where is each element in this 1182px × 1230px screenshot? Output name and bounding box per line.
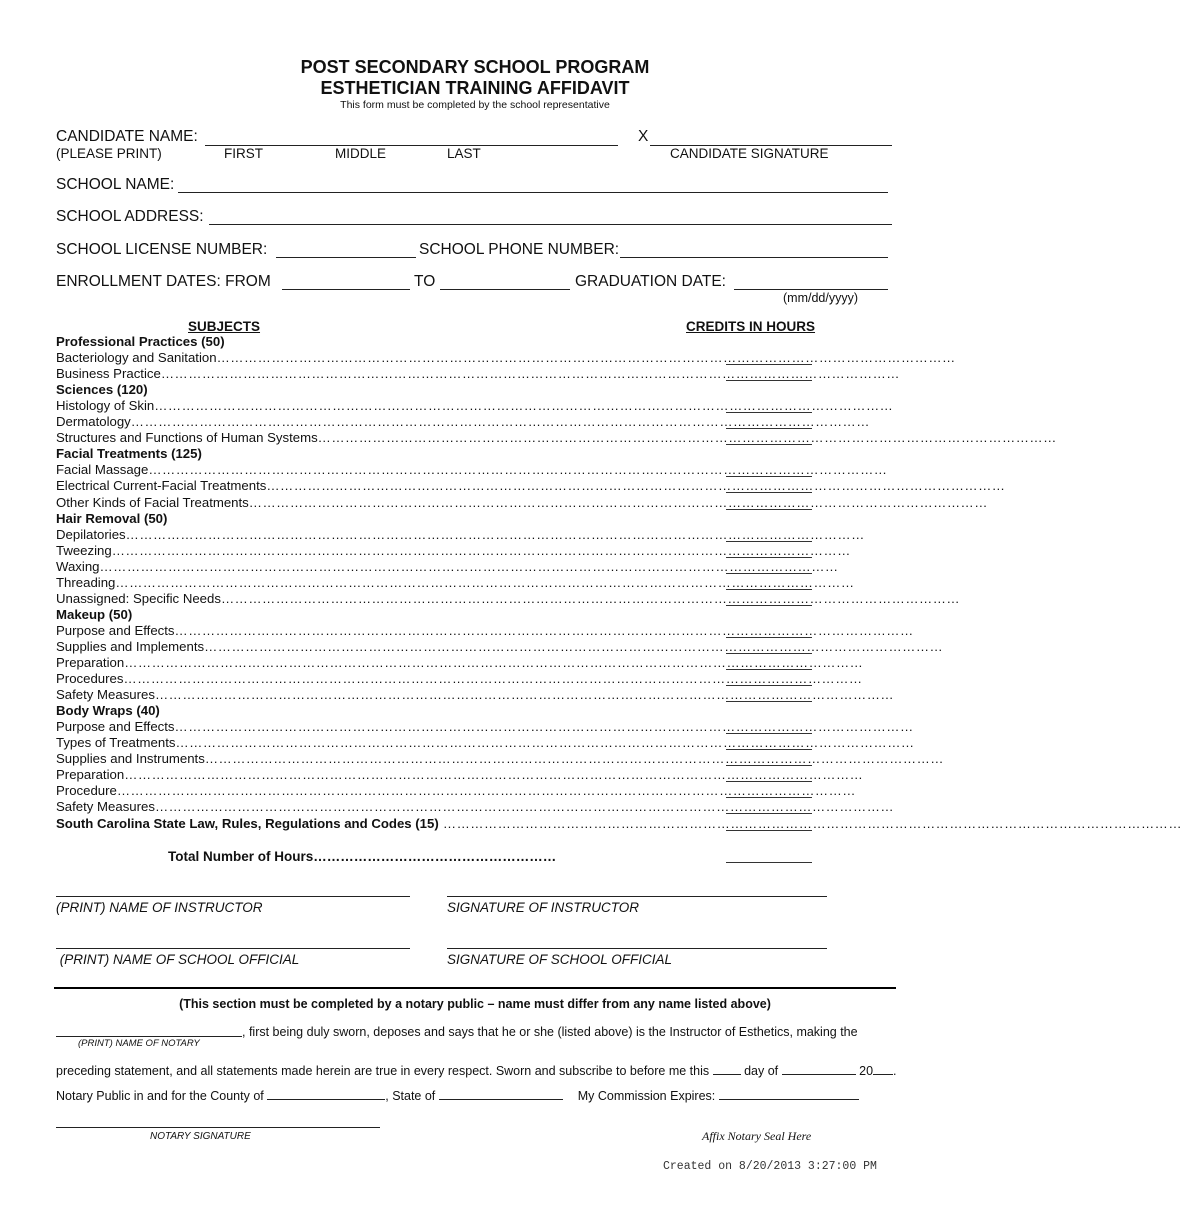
created-timestamp: Created on 8/20/2013 3:27:00 PM [663,1160,877,1173]
subject-label: Preparation [56,767,125,783]
subject-label: Facial Massage [56,462,149,478]
subject-row: Types of Treatments……………………………………………………………………………………………………………………………………………… [56,735,915,751]
subject-row: Tweezing……………………………………………………………………………………………………………………………………………… [56,542,851,558]
subject-heading [56,607,561,623]
graduation-date-label: GRADUATION DATE: [575,273,726,290]
official-signature-field[interactable] [447,948,827,949]
please-print-caption: (PLEASE PRINT) [56,146,162,161]
subject-label: Supplies and Instruments [56,751,205,767]
form-note: This form must be completed by the school representative [340,99,610,111]
commission-expires-label: My Commission Expires: [577,1089,716,1103]
notary-signature-caption: NOTARY SIGNATURE [150,1131,251,1142]
school-phone-field[interactable] [620,257,888,258]
subject-label: Tweezing [56,542,112,558]
subject-label: Dermatology [56,414,131,430]
day-of-label: day of [744,1064,779,1078]
subject-row: Facial Massage……………………………………………………………………………………………………………………………………………… [56,462,888,478]
credits-header: CREDITS IN HOURS [686,319,816,334]
subject-row: Other Kinds of Facial Treatments……………………………………………………………………………………………………………………………………………… [56,494,988,510]
first-caption: FIRST [224,146,263,161]
subject-label: Safety Measures [56,799,155,815]
subject-label: Purpose and Effects [56,719,175,735]
subject-label: Other Kinds of Facial Treatments [56,494,249,510]
subject-label: Electrical Current-Facial Treatments [56,478,267,494]
commission-expires-field[interactable] [719,1086,859,1100]
state-field[interactable] [439,1086,563,1100]
subject-row: Safety Measures……………………………………………………………………………………………………………………………………………… [56,799,895,815]
notary-county-line [56,1086,859,1103]
month-field[interactable] [782,1061,856,1075]
school-address-field[interactable] [209,224,892,225]
subject-row: Business Practice……………………………………………………………………………………………………………………………………………… [56,366,900,382]
subject-label: Threading [56,574,116,590]
notary-seal-caption: Affix Notary Seal Here [702,1129,812,1143]
enrollment-from-field[interactable] [282,289,410,290]
subject-label: Safety Measures [56,687,155,703]
subject-row: Preparation……………………………………………………………………………………………………………………………………………… [56,655,864,670]
subject-label: Supplies and Implements [56,638,205,654]
total-hours-label: Total Number of Hours [168,849,314,864]
candidate-signature-caption: CANDIDATE SIGNATURE [670,146,829,161]
form-subtitle: ESTHETICIAN TRAINING AFFIDAVIT [320,78,630,98]
school-phone-label: SCHOOL PHONE NUMBER: [419,241,620,258]
school-license-label: SCHOOL LICENSE NUMBER: [56,241,268,258]
subject-row: Depilatories……………………………………………………………………………………………………………………………………………… [56,526,865,542]
notary-statement-text: preceding statement, and all statements made herein are true in every respect. Sworn and subscribe to before me this [56,1064,710,1078]
subject-label: Types of Treatments [56,735,176,751]
instructor-name-caption: (PRINT) NAME OF INSTRUCTOR [56,900,263,915]
county-field[interactable] [267,1086,385,1100]
last-caption: LAST [447,146,481,161]
enrollment-to-label: TO [414,273,436,290]
official-name-field[interactable] [56,948,410,949]
subject-label: Waxing [56,558,100,574]
subject-row: Bacteriology and Sanitation……………………………………………………………………………………………………………………………………………… [56,350,956,366]
notary-signature-field[interactable] [56,1127,380,1128]
subject-row: Electrical Current-Facial Treatments……………………………………………………………………………………………………………………………………………… [56,478,1006,494]
notary-statement-line1: , first being duly sworn, deposes and says that he or she (listed above) is the Instructor of Esthetics, making the [242,1025,858,1039]
school-address-label: SCHOOL ADDRESS: [56,208,204,225]
subject-heading [56,446,561,462]
official-name-caption: (PRINT) NAME OF SCHOOL OFFICIAL [56,952,300,967]
total-hours-field[interactable] [726,862,812,863]
subject-heading [56,511,561,527]
subject-label: Purpose and Effects [56,622,175,638]
subject-row: Purpose and Effects……………………………………………………………………………………………………………………………………………… [56,622,914,638]
notary-name-field[interactable] [56,1036,242,1037]
subjects-header: SUBJECTS [188,319,261,334]
state-label: , State of [385,1089,436,1103]
subject-row: Threading……………………………………………………………………………………………………………………………………………… [56,574,855,590]
county-label: Notary Public in and for the County of [56,1089,264,1103]
notary-heading: (This section must be completed by a notary public – name must differ from any name listed above) [179,997,771,1011]
notary-name-caption: (PRINT) NAME OF NOTARY [78,1038,200,1049]
school-name-label: SCHOOL NAME: [56,176,175,193]
subject-row: Supplies and Instruments……………………………………………………………………………………………………………………………………………… [56,751,944,767]
subject-label: Makeup (50) [56,606,133,622]
candidate-name-field[interactable] [205,145,618,146]
subject-heading [56,703,561,719]
total-hours-row: Total Number of Hours……………………………………………… [168,849,557,864]
subject-label: Preparation [56,655,125,670]
school-license-field[interactable] [276,257,416,258]
candidate-name-label: CANDIDATE NAME: [56,128,198,145]
middle-caption: MIDDLE [335,146,387,161]
subject-label: Unassigned: Specific Needs [56,590,221,606]
subject-label: Business Practice [56,366,161,382]
subject-label: Structures and Functions of Human Systems [56,430,318,446]
subject-row: Unassigned: Specific Needs……………………………………………………………………………………………………………………………………………… [56,590,961,606]
subject-row: Purpose and Effects……………………………………………………………………………………………………………………………………………… [56,719,914,735]
subject-label: Facial Treatments (125) [56,446,202,462]
subject-row: Supplies and Implements……………………………………………………………………………………………………………………………………………… [56,638,944,654]
subject-heading [56,334,561,350]
instructor-signature-caption: SIGNATURE OF INSTRUCTOR [447,900,640,915]
subject-label: Procedure [56,783,117,799]
form-title: POST SECONDARY SCHOOL PROGRAM [300,57,650,77]
subject-label: Body Wraps (40) [56,703,160,719]
graduation-date-field[interactable] [734,289,888,290]
instructor-name-field[interactable] [56,896,410,897]
subject-heading: South Carolina State Law, Rules, Regulations and Codes (15) ……………………………………………………………………………………………………………………………………………… [56,815,1182,831]
subject-row: Waxing……………………………………………………………………………………………………………………………………………… [56,558,839,574]
year-prefix: 20 [859,1064,874,1078]
subject-label: Procedures [56,671,124,687]
subject-label: Histology of Skin [56,398,155,414]
day-field[interactable] [713,1061,741,1075]
notary-statement-line2: preceding statement, and all statements made herein are true in every respect. Sworn and subscribe to before me this day of 20 . [56,1061,897,1078]
subject-row: Dermatology……………………………………………………………………………………………………………………………………………… [56,414,870,430]
subject-label: Hair Removal (50) [56,510,168,526]
subject-row: Safety Measures……………………………………………………………………………………………………………………………………………… [56,687,895,703]
enrollment-from-label: ENROLLMENT DATES: FROM [56,273,271,290]
subject-label: Depilatories [56,526,126,542]
year-field[interactable] [873,1061,893,1075]
subject-label: Bacteriology and Sanitation [56,350,217,366]
official-signature-caption: SIGNATURE OF SCHOOL OFFICIAL [447,952,673,967]
subject-label: Sciences (120) [56,382,148,398]
subject-row: Preparation……………………………………………………………………………………………………………………………………………… [56,767,864,783]
subject-row: Procedure……………………………………………………………………………………………………………………………………………… [56,783,856,799]
subject-label: Professional Practices (50) [56,334,225,349]
subject-row: Structures and Functions of Human Systems……………………………………………………………………………………………………………………………………………… [56,430,1057,446]
notary-divider [54,987,896,989]
subject-row: Histology of Skin……………………………………………………………………………………………………………………………………………… [56,398,894,414]
candidate-x-mark: X [638,128,649,145]
subject-row: Procedures……………………………………………………………………………………………………………………………………………… [56,671,863,687]
instructor-signature-field[interactable] [447,896,827,897]
enrollment-to-field[interactable] [440,289,570,290]
subject-label: South Carolina State Law, Rules, Regulations and Codes (15) [56,815,439,831]
date-format-caption: (mm/dd/yyyy) [783,291,858,305]
subject-heading [56,382,561,398]
school-name-field[interactable] [178,192,888,193]
